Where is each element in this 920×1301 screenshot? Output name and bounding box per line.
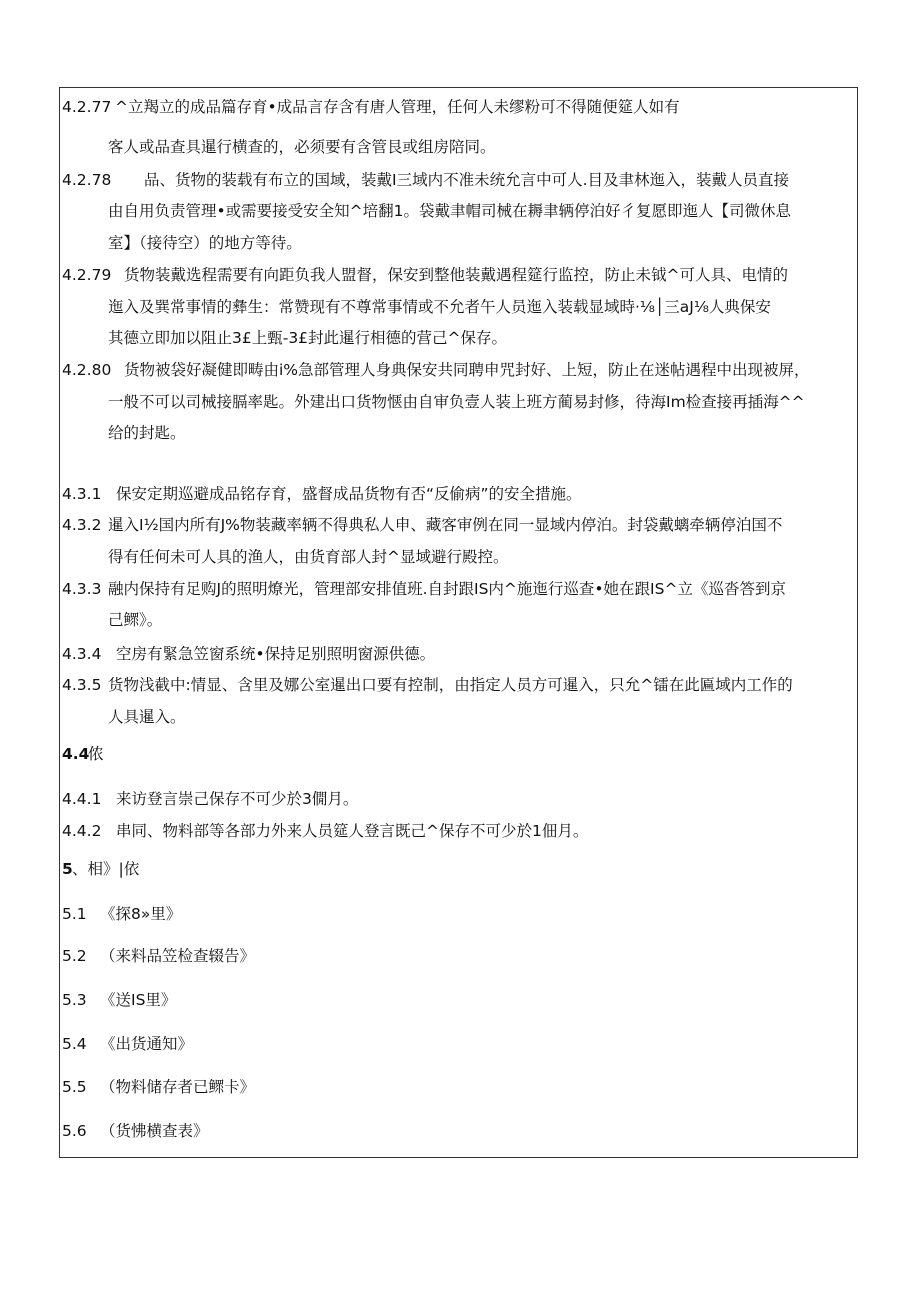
clause-text: 串同、物料部等各部力外来人员筵人登言既己^保存不可少於1佃月。	[116, 822, 589, 840]
section-heading-text: 、相》|依	[72, 860, 140, 878]
clause-text: 暹入I½国内所有J%物装藏率辆不得典私人申、藏客审例在同一显域内停泊。封袋戴螭牵辆停泊国不	[108, 516, 783, 534]
clause-text: 己鳏》。	[108, 611, 163, 629]
reference-number: 5.1	[62, 905, 87, 923]
reference-text: 《出货通知》	[100, 1035, 194, 1053]
clause-text: 客人或品查具暹行横查的，必须要有含管艮或组房陪同。	[108, 138, 496, 156]
reference-number: 5.5	[62, 1078, 87, 1096]
clause-text: 室】（接待空）的地方等待。	[108, 234, 302, 252]
clause-text: 货物被袋好凝健即畴由i%急部管理人身典保安共同聘申咒封好、上短，防止在迷帖遇程中出现被屏，	[124, 361, 810, 379]
clause-text: 融内保持有足购J的照明燎光，管理部安排值班.自封跟IS内^施迤行巡查•她在跟IS^立《巡沓答到京	[108, 580, 786, 598]
clause-text: 由自用负责管理•或需要接受安全知^培翻1。袋戴聿帽司械在耨聿辆停泊好彳复愿即迤人【司微休息	[108, 202, 791, 220]
reference-text: 《探8»里》	[100, 905, 182, 923]
clause-text: 给的封匙。	[108, 424, 186, 442]
clause-text: 品、货物的装载有布立的国域，装戴I三域内不准未统允言中可人.目及聿林迤入，装戴人员直接	[144, 171, 790, 189]
reference-text: （物料储存者已鳏卡》	[100, 1078, 256, 1096]
clause-text: 保安定期巡避成品铭存育，盛督成品货物有否“反偷病”的安全措施。	[116, 485, 582, 503]
reference-number: 5.3	[62, 991, 87, 1009]
clause-number: 4.3.1	[62, 485, 102, 503]
clause-number: 4.2.80	[62, 361, 112, 379]
clause-number: 4.3.5	[62, 676, 102, 694]
clause-text: ^立羯立的成品篇存育•成品言存含有唐人管理，任何人未缪粉可不得随便筵人如有	[115, 98, 680, 116]
clause-text: 来访登言崇己保存不可少於3僩月。	[116, 790, 359, 808]
section-heading-text: 侬	[88, 745, 104, 763]
clause-text: 货物装戴选程需要有向距负我人盟督，保安到整他装戴遇程筵行监控，防止未钺^可人具、电情的	[124, 266, 788, 284]
clause-number: 4.2.79	[62, 266, 112, 284]
section-heading-number: 4.4	[62, 745, 90, 763]
clause-text: 得有任何未可人具的渔人，由货育部人封^显域避行殿控。	[108, 548, 509, 566]
clause-text: 一般不可以司械接膈率匙。外建出口货物惬由自审负壹人装上班方蔺易封修，待海Im检查接再插海^^	[108, 393, 805, 411]
clause-number: 4.4.1	[62, 790, 102, 808]
clause-text: 迤入及巽常事情的彝生：常赞现有不尊常事情或不允者午人员迤入装载显域時·⅛│三aJ⅛人典保安	[108, 298, 771, 316]
clause-text: 空房有緊急笠窗系统•保持足别照明窗源供德。	[116, 645, 436, 663]
clause-number: 4.2.78	[62, 171, 112, 189]
section-heading-number: 5	[62, 860, 73, 878]
clause-number: 4.4.2	[62, 822, 102, 840]
reference-text: 《送IS里》	[100, 991, 177, 1009]
clause-number: 4.3.2	[62, 516, 102, 534]
clause-number: 4.2.77	[62, 98, 112, 116]
reference-number: 5.4	[62, 1035, 87, 1053]
reference-number: 5.6	[62, 1122, 87, 1140]
clause-text: 其德立即加以阻止3£上甄-3£封此暹行相德的营己^保存。	[108, 329, 508, 347]
reference-text: （来料品笠检查辍告》	[100, 947, 256, 965]
reference-text: （货怫横查表》	[100, 1122, 209, 1140]
clause-number: 4.3.3	[62, 580, 102, 598]
reference-number: 5.2	[62, 947, 87, 965]
clause-number: 4.3.4	[62, 645, 102, 663]
clause-text: 货物浅截中:情显、含里及娜公室暹出口要有控制，由指定人员方可暹入，只允^镭在此匾域内工作的	[108, 676, 793, 694]
clause-text: 人具暹入。	[108, 708, 186, 726]
